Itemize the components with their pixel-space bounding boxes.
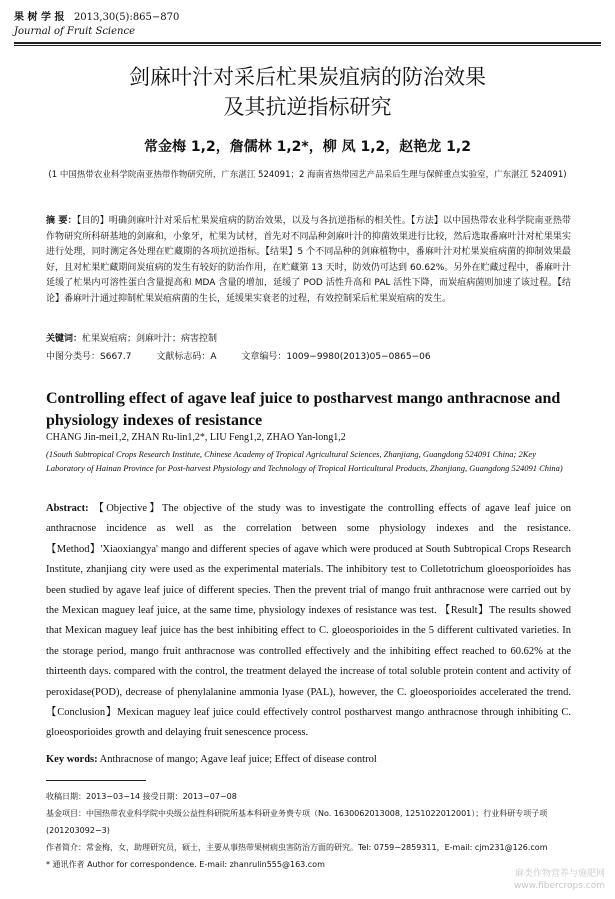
abstract-cn [46,214,571,307]
doc-code: 文献标志码：A [156,352,217,362]
keywords-cn-text: 杧果炭疽病；剑麻叶汁；病害控制 [82,334,218,344]
article-number: 文章编号：1009−9980(2013)05−0865−06 [241,352,431,362]
journal-name-cn: 果 树 学 报 [14,12,65,23]
footnote-rule [46,780,146,781]
keywords-en-text: Anthracnose of mango; Agave leaf juice; Effect of disease control [97,754,377,765]
journal-header-cn [14,8,179,23]
paper-title-cn [0,62,615,122]
authors-cn: 常金梅 1,2，詹儒林 1,2*，柳 凤 1,2，赵艳龙 1,2 [144,139,471,155]
title-cn-line1: 剑麻叶汁对采后杧果炭疽病的防治效果 [129,65,486,89]
abstract-cn-text: 【目的】明确剑麻叶汁对采后杧果炭疽病的防治效果，以及与各抗逆指标的相关性。【方法】以中国热带农业科学院南亚热带作物研究所科研基地的剑麻和，小象牙，杧果为试材，首先对不同品种剑麻叶汁的抑菌效果进行比较，然后选取番麻叶汁对杧果果实进行处理，同时测定各处理在贮藏期的各项抗逆指标。【结果】5 个不同品种的剑麻植物中，番麻叶汁对杧果炭疽病菌的抑制效果最好，且对杧果贮藏期间炭疽病的发生有较好的防治作用，在贮藏第 13 天时，防效仍可达到 60.62%。另外在贮藏过程中，番麻叶汁延缓了杧果内可溶性蛋白含量提高和 MDA 含量的增加，延缓了 POD 活性升高和 PAL 活性下降，而炭疽病菌则加速了该过程。【结论】番麻叶汁通过抑制杧果炭疽病菌的生长，延缓果实衰老的过程，有效控制采后杧果炭疽病的发生。 [46,216,571,304]
footnote-funding: 基金项目：中国热带农业科学院中央级公益性科研院所基本科研业务费专项（No. 1630062013008, 1251022012001）；行业科研专项子项(201203092−3) [46,809,548,835]
footnote-dates: 收稿日期：2013−03−14 接受日期：2013−07−08 [46,792,237,801]
header-rule [14,42,601,44]
abstract-en [46,499,571,744]
citation: 2013,30(5):865−870 [73,12,180,23]
clc-number: 中图分类号：S667.7 [46,352,132,362]
keywords-cn-label: 关键词： [46,334,83,344]
affiliation-cn: (1 中国热带农业科学院南亚热带作物研究所，广东湛江 524091；2 海南省热带园艺产品采后生理与保鲜重点实验室，广东湛江 524091) [48,170,567,180]
affiliation-en: (1South Subtropical Crops Research Institute, Chinese Academy of Tropical Agricultural Sciences, Zhanjiang, Guangdong 524091 China; 2Key Laboratory of Hainan Province for Post-harvest Physiology and Technology of Tropical Horticultural Products, Zhanjiang, Guangdong 524091 China) [46,449,563,473]
watermark-line1: 麻类作物营养与施肥网 [514,869,605,879]
watermark-line2: www.fibercrops.com [514,881,605,891]
header-rule-thin [14,45,601,46]
paper-title-en: Controlling effect of agave leaf juice to postharvest mango anthracnose and physiology indexes of resistance [46,390,561,429]
footnote-correspondence: * 通讯作者 Author for correspondence. E-mail: zhanrulin555@163.com [46,860,325,869]
authors-en: CHANG Jin-mei1,2, ZHAN Ru-lin1,2*, LIU Feng1,2, ZHAO Yan-long1,2 [46,432,346,443]
footnotes [46,788,576,873]
abstract-en-label: Abstract: [46,503,89,514]
keywords-en [46,754,571,765]
watermark [514,868,605,892]
keywords-cn [46,332,571,348]
abstract-en-text: 【Objective】The objective of the study was to investigate the controlling effects of agave leaf juice on anthracnose incidence as well as the correlation between some physiology indexes and the resistance. 【Method】'Xiaoxiangya' mango and different species of agave which were produced at South Subtropical Crops Research Institute, zhanjiang city were used as the experimental materials. The inhibitory test to Colletotrichum gloeosporioides has been studied by agave leaf juice of different species. Then the prevent trial of mango fruit anthracnose were carried out by the Mexican maguey leaf juice, at the same time, physiology indexes of resistance was test. 【Result】The results showed that Mexican maguey leaf juice has the best inhibiting effect to C. gloeosporioides in the 5 different cultivated varieties. In the storage period, mango fruit anthracnose was controlled effectively and the inhibiting effect reached to 60.62% at the thirteenth days. compared with the control, the treatment delayed the increase of total soluble protein content and activity of peroxidase(POD), decrease of phenylalanine ammonia lyase (PAL), however, the C. gloeosporioides accelerated the trend. 【Conclusion】Mexican maguey leaf juice could effectively control postharvest mango anthracnose through inhibiting C. gloeosporioides growth and delaying fruit senescence process. [46,503,571,739]
title-cn-line2: 及其抗逆指标研究 [223,95,392,119]
abstract-cn-label: 摘 要： [46,216,77,226]
footnote-author-intro: 作者简介：常金梅，女，助理研究员，硕士，主要从事热带果树病虫害防治方面的研究。Tel: 0759−2859311，E-mail: cjm231@126.com [46,843,548,852]
classification-cn [46,350,571,366]
keywords-en-label: Key words: [46,754,98,765]
journal-name-en: Journal of Fruit Science [14,26,136,37]
